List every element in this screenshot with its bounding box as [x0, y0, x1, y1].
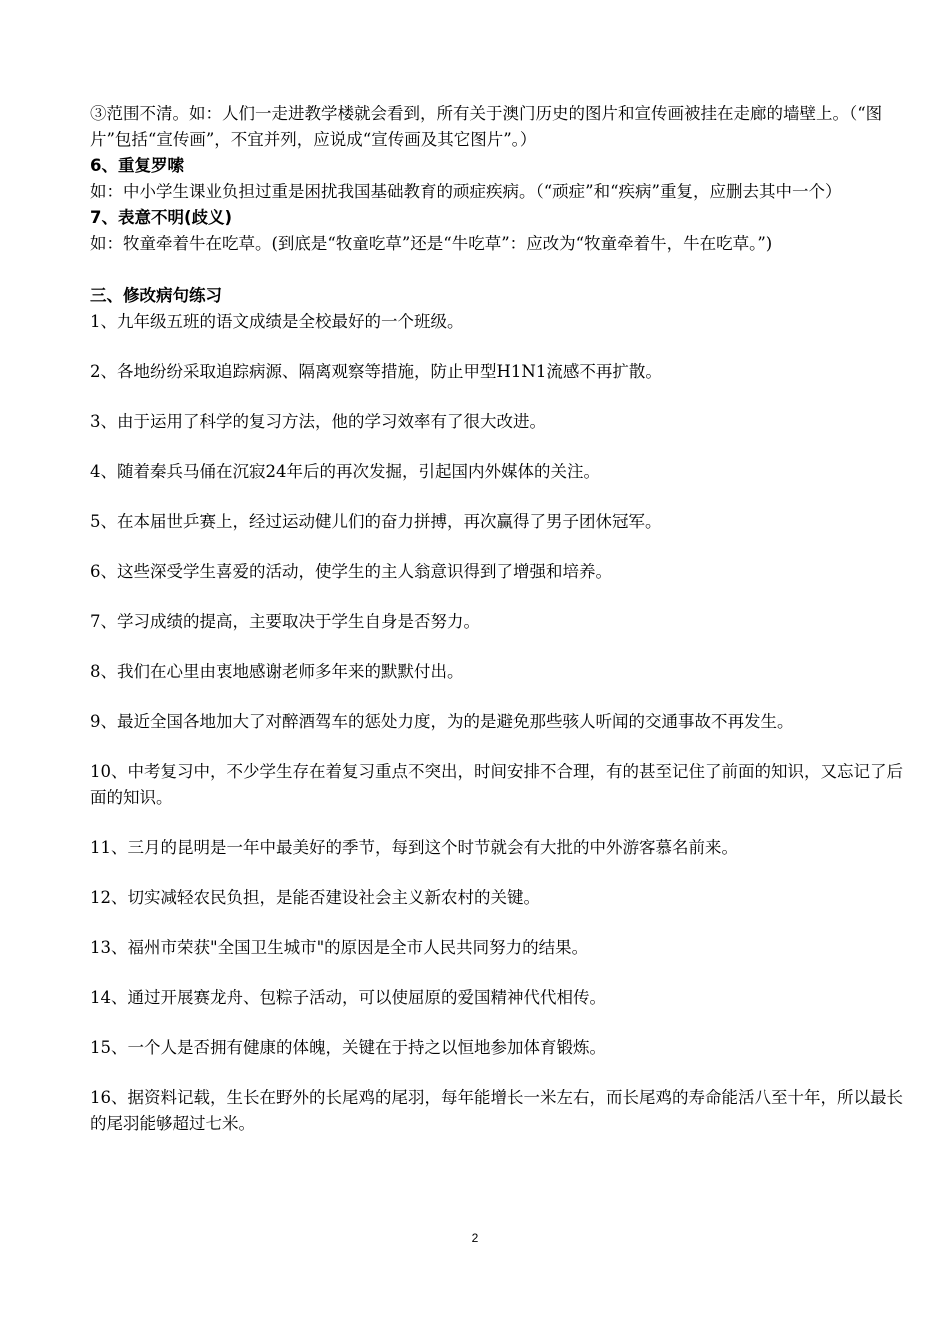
exercise-item: 4、随着秦兵马俑在沉寂24年后的再次发掘，引起国内外媒体的关注。 — [90, 462, 600, 481]
exercise-item: 6、这些深受学生喜爱的活动，使学生的主人翁意识得到了增强和培养。 — [90, 562, 612, 581]
exercise-item: 3、由于运用了科学的复习方法，他的学习效率有了很大改进。 — [90, 412, 546, 431]
subheading: 6、重复罗嗦 — [90, 156, 184, 175]
intro-section — [90, 101, 910, 257]
exercise-item: 7、学习成绩的提高，主要取决于学生自身是否努力。 — [90, 612, 480, 631]
subheading: 7、表意不明(歧义) — [90, 208, 233, 227]
section-title: 三、修改病句练习 — [90, 286, 222, 305]
exercise-item: 16、据资料记载，生长在野外的长尾鸡的尾羽，每年能增长一米左右，而长尾鸡的寿命能活八至十年，所以最长的尾羽能够超过七米。 — [90, 1088, 903, 1133]
exercise-item: 15、一个人是否拥有健康的体魄，关键在于持之以恒地参加体育锻炼。 — [90, 1038, 606, 1057]
exercise-item: 9、最近全国各地加大了对醉酒驾车的惩处力度，为的是避免那些骇人听闻的交通事故不再发生。 — [90, 712, 794, 731]
exercise-list — [90, 309, 910, 1137]
document-body — [90, 101, 910, 1161]
paragraph: 如：中小学生课业负担过重是困扰我国基础教育的顽症疾病。（“顽症”和“疾病”重复，应删去其中一个） — [90, 182, 842, 201]
paragraph: ③范围不清。如：人们一走进教学楼就会看到，所有关于澳门历史的图片和宣传画被挂在走廊的墙壁上。（“图片”包括“宣传画”，不宜并列，应说成“宣传画及其它图片”。） — [90, 104, 883, 149]
exercise-item: 5、在本届世乒赛上，经过运动健儿们的奋力拼搏，再次赢得了男子团休冠军。 — [90, 512, 662, 531]
exercise-item: 13、福州市荣获"全国卫生城市"的原因是全市人民共同努力的结果。 — [90, 938, 589, 957]
exercise-item: 11、三月的昆明是一年中最美好的季节，每到这个时节就会有大批的中外游客慕名前来。 — [90, 838, 738, 857]
exercise-item: 14、通过开展赛龙舟、包粽子活动，可以使屈原的爱国精神代代相传。 — [90, 988, 606, 1007]
exercise-item: 2、各地纷纷采取追踪病源、隔离观察等措施，防止甲型H1N1流感不再扩散。 — [90, 362, 662, 381]
page-number: 2 — [471, 1231, 479, 1245]
exercise-item: 10、中考复习中，不少学生存在着复习重点不突出，时间安排不合理，有的甚至记住了前面的知识，又忘记了后面的知识。 — [90, 762, 903, 807]
paragraph: 如：牧童牵着牛在吃草。(到底是“牧童吃草”还是“牛吃草”：应改为“牧童牵着牛，牛在吃草。”) — [90, 234, 773, 253]
exercise-item: 12、切实减轻农民负担，是能否建设社会主义新农村的关键。 — [90, 888, 540, 907]
exercise-item: 1、九年级五班的语文成绩是全校最好的一个班级。 — [90, 312, 464, 331]
exercise-item: 8、我们在心里由衷地感谢老师多年来的默默付出。 — [90, 662, 464, 681]
